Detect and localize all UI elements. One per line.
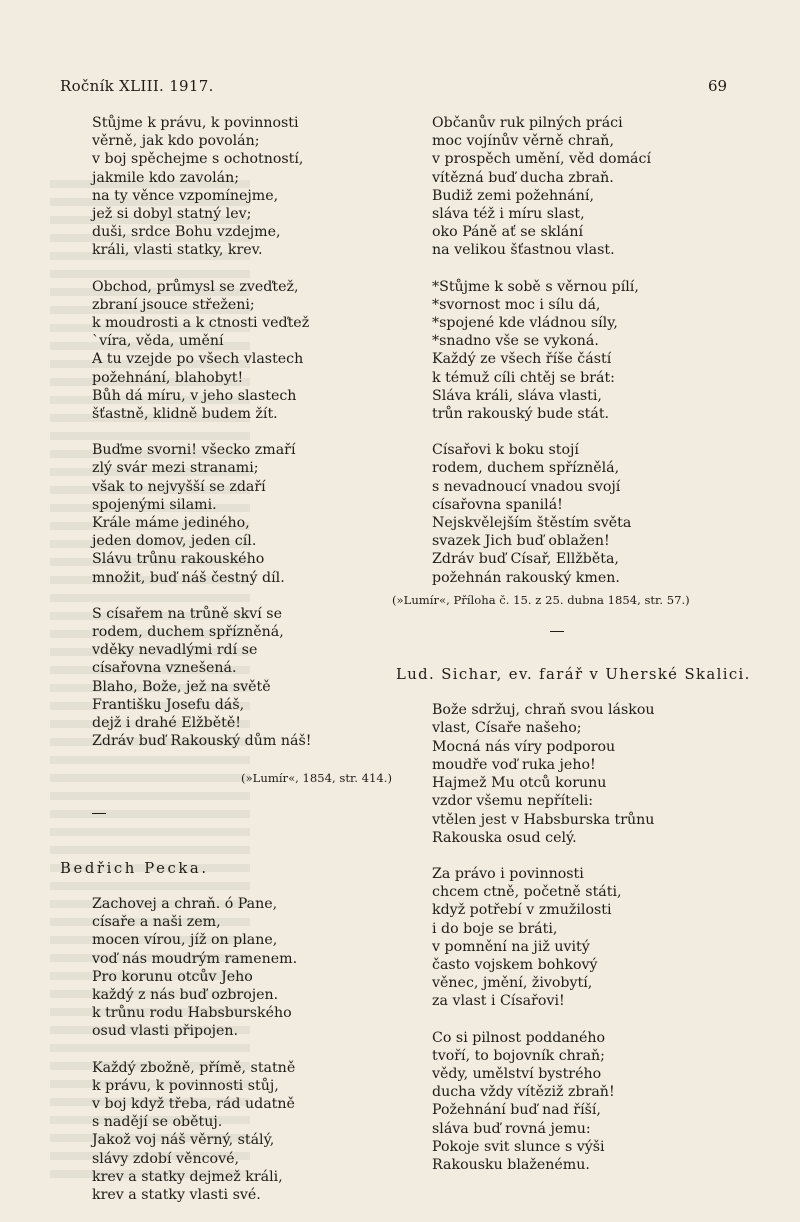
- verse-line: s nadějí se obětuj.: [92, 1114, 223, 1131]
- verse-line: oko Páně ať se sklání: [432, 224, 584, 241]
- verse-line: vítězná buď ducha zbraň.: [432, 169, 614, 186]
- verse-line: šťastně, klidně budem žít.: [92, 406, 278, 423]
- verse-line: na velikou šťastnou vlast.: [432, 242, 615, 259]
- verse-line: rodem, duchem spřízněná,: [92, 624, 284, 641]
- right-poem: [432, 114, 762, 587]
- verse-line: spojenými silami.: [92, 496, 217, 513]
- verse-line: Františku Josefu dáš,: [92, 696, 245, 713]
- verse-line: zlý svár mezi stranami;: [92, 460, 259, 477]
- verse-line: v pomnění na již uvitý: [432, 938, 590, 955]
- verse-line: Jakož voj náš věrný, stálý,: [92, 1132, 275, 1149]
- verse-line: krev a statky vlasti své.: [92, 1186, 261, 1203]
- verse-line: voď nás moudrým ramenem.: [92, 950, 298, 967]
- verse-line: sláva též i míru slast,: [432, 206, 585, 223]
- left-column: [60, 114, 392, 1222]
- verse-line: jež si dobyl statný lev;: [92, 206, 252, 223]
- verse-line: *snadno vše se vykoná.: [432, 333, 599, 350]
- right-column: [392, 114, 762, 1192]
- verse-line: věrně, jak kdo povolán;: [92, 133, 260, 150]
- verse-line: často vojskem bohkový: [432, 956, 598, 973]
- verse-line: jeden domov, jeden cíl.: [92, 533, 257, 550]
- stanza: [92, 278, 392, 424]
- verse-line: Rakousku blaženému.: [432, 1156, 590, 1173]
- verse-line: *spojené kde vládnou síly,: [432, 315, 618, 332]
- verse-line: zbraní jsouce střeženi;: [92, 296, 255, 313]
- source-citation: (»Lumír«, 1854, str. 414.): [241, 770, 392, 785]
- verse-line: věnec, jmění, živobytí,: [432, 975, 593, 992]
- verse-line: však to nejvyšší se zdaří: [92, 478, 266, 495]
- verse-line: vzdor všemu nepříteli:: [432, 793, 594, 810]
- verse-line: Sláva králi, sláva vlasti,: [432, 387, 602, 404]
- verse-line: Požehnání buď nad říší,: [432, 1102, 601, 1119]
- verse-line: Slávu trůnu rakouského: [92, 551, 265, 568]
- verse-line: `víra, věda, umění: [92, 333, 224, 350]
- verse-line: množit, buď náš čestný díl.: [92, 569, 285, 586]
- left-poem: [92, 114, 392, 751]
- verse-line: moudře voď ruka jeho!: [432, 756, 596, 773]
- verse-line: A tu vzejde po všech vlastech: [92, 351, 304, 368]
- verse-line: k moudrosti a k ctnosti veďtež: [92, 315, 310, 332]
- verse-line: císařovna vznešená.: [92, 660, 237, 677]
- verse-line: Každý zbožně, přímě, statně: [92, 1059, 296, 1076]
- stanza: [92, 605, 392, 751]
- verse-line: v boj když třeba, rád udatně: [92, 1095, 295, 1112]
- verse-line: slávy zdobí věncové,: [92, 1150, 240, 1167]
- verse-line: každý z nás buď ozbrojen.: [92, 986, 279, 1003]
- stanza: [432, 701, 762, 847]
- verse-line: krev a statky dejmež králi,: [92, 1168, 283, 1185]
- verse-line: Co si pilnost poddaného: [432, 1029, 606, 1046]
- left-poem-2: [92, 895, 392, 1204]
- verse-line: k trůnu rodu Habsburského: [92, 1005, 292, 1022]
- verse-line: požehnání, blahobyt!: [92, 369, 244, 386]
- verse-line: Hajmež Mu otců korunu: [432, 775, 607, 792]
- stanza: [92, 114, 392, 260]
- running-header: Ročník XLIII. 1917.: [60, 77, 214, 95]
- verse-line: Obchod, průmysl se zveďtež,: [92, 278, 299, 295]
- author-name: Lud. Sichar, ev. farář v Uherské Skalici.: [396, 666, 751, 684]
- verse-line: Občanův ruk pilných práci: [432, 115, 623, 131]
- verse-line: Pokoje svit slunce s výši: [432, 1138, 605, 1155]
- verse-line: tvoří, to bojovník chraň;: [432, 1047, 605, 1064]
- verse-line: v prospěch umění, věd domácí: [432, 151, 651, 168]
- verse-line: v boj spěchejme s ochotností,: [92, 151, 304, 168]
- verse-line: moc vojínův věrně chraň,: [432, 133, 614, 150]
- verse-line: dejž i drahé Elžbětě!: [92, 715, 241, 732]
- verse-line: požehnán rakouský kmen.: [432, 569, 620, 586]
- verse-line: duši, srdce Bohu vzdejme,: [92, 224, 281, 241]
- author-name: Bedřich Pecka.: [60, 859, 209, 877]
- stanza: [432, 278, 762, 424]
- section-divider: [550, 631, 564, 632]
- verse-line: i do boje se bráti,: [432, 920, 558, 937]
- verse-line: Bože sdržuj, chraň svou láskou: [432, 702, 655, 719]
- stanza: [92, 1059, 392, 1205]
- verse-line: mocen vírou, jíž on plane,: [92, 932, 278, 949]
- verse-line: Za právo i povinnosti: [432, 865, 584, 882]
- stanza: [432, 865, 762, 1011]
- verse-line: když potřebí v zmužilosti: [432, 902, 612, 919]
- stanza: [432, 114, 762, 260]
- verse-line: Rakouska osud celý.: [432, 829, 577, 846]
- verse-line: trůn rakouský bude stát.: [432, 406, 610, 423]
- section-divider: [92, 813, 106, 814]
- verse-line: S císařem na trůně skví se: [92, 605, 282, 622]
- verse-line: vtělen jest v Habsburska trůnu: [432, 811, 655, 828]
- verse-line: Krále máme jediného,: [92, 515, 250, 532]
- verse-line: ducha vždy vítěziž zbraň!: [432, 1084, 615, 1101]
- stanza: [92, 895, 392, 1041]
- page-number: 69: [708, 77, 728, 95]
- verse-line: k témuž cíli chtěj se brát:: [432, 369, 615, 386]
- verse-line: Každý ze všech říše částí: [432, 351, 612, 368]
- verse-line: vděky nevadlými rdí se: [92, 642, 258, 659]
- verse-line: za vlast i Císařovi!: [432, 993, 565, 1010]
- verse-line: císařovna spanilá!: [432, 496, 563, 513]
- right-poem-2: [432, 701, 762, 1174]
- verse-line: vlast, Císaře našeho;: [432, 720, 582, 737]
- verse-line: Pro korunu otcův Jeho: [92, 968, 253, 985]
- stanza: [432, 441, 762, 587]
- verse-line: svazek Jich buď oblažen!: [432, 533, 610, 550]
- verse-line: s nevadnoucí vnadou svojí: [432, 478, 621, 495]
- verse-line: císaře a naši zem,: [92, 914, 221, 931]
- verse-line: sláva buď rovná jemu:: [432, 1120, 591, 1137]
- verse-line: *Stůjme k sobě s věrnou pílí,: [432, 278, 639, 295]
- stanza: [432, 1029, 762, 1175]
- verse-line: Bůh dá míru, v jeho slastech: [92, 387, 297, 404]
- verse-line: osud vlasti připojen.: [92, 1023, 239, 1040]
- verse-line: *svornost moc i sílu dá,: [432, 296, 601, 313]
- verse-line: Buďme svorni! všecko zmaří: [92, 442, 296, 459]
- verse-line: Zdráv buď Rakouský dům náš!: [92, 733, 312, 750]
- verse-line: rodem, duchem spříznělá,: [432, 460, 620, 477]
- verse-line: Budiž zemi požehnání,: [432, 187, 594, 204]
- verse-line: jakmile kdo zavolán;: [92, 169, 240, 186]
- verse-line: Císařovi k boku stojí: [432, 442, 579, 459]
- verse-line: králi, vlasti statky, krev.: [92, 242, 263, 259]
- verse-line: na ty věnce vzpomínejme,: [92, 187, 279, 204]
- verse-line: Mocná nás víry podporou: [432, 738, 616, 755]
- verse-line: Zachovej a chraň. ó Pane,: [92, 895, 278, 912]
- verse-line: Stůjme k právu, k povinnosti: [92, 115, 299, 131]
- verse-line: k právu, k povinnosti stůj,: [92, 1077, 279, 1094]
- verse-line: Nejskvělejším štěstím světa: [432, 515, 632, 532]
- source-citation: (»Lumír«, Příloha č. 15. z 25. dubna 1854, str. 57.): [392, 592, 690, 607]
- verse-line: Blaho, Bože, jež na světě: [92, 678, 271, 695]
- verse-line: chcem ctně, početně státi,: [432, 884, 622, 901]
- verse-line: vědy, umělství bystrého: [432, 1065, 602, 1082]
- verse-line: Zdráv buď Císař, Ellžběta,: [432, 551, 619, 568]
- stanza: [92, 441, 392, 587]
